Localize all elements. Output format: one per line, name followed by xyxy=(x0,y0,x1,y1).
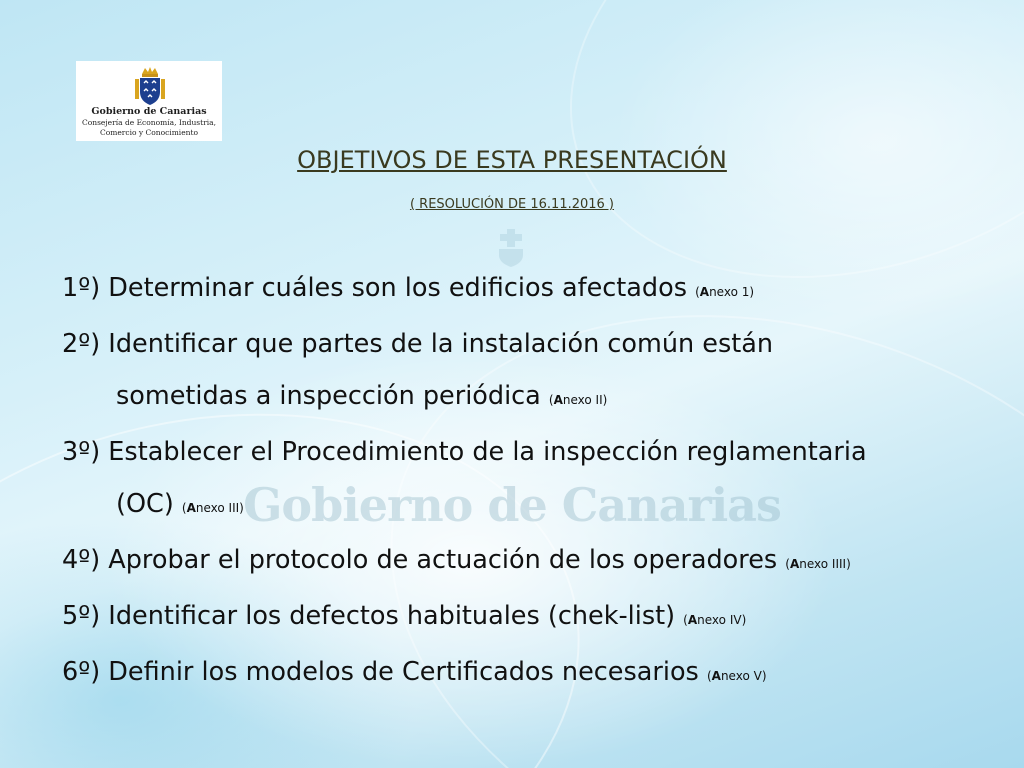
annex-note: (Anexo 1) xyxy=(695,285,755,299)
item-text: 3º) Establecer el Procedimiento de la inspección reglamentaria xyxy=(62,437,867,467)
item-text: 5º) Identificar los defectos habituales (chek-list) xyxy=(62,601,676,631)
list-item xyxy=(62,590,1002,646)
item-text: 4º) Aprobar el protocolo de actuación de los operadores xyxy=(62,545,778,575)
item-text: 6º) Definir los modelos de Certificados necesarios xyxy=(62,657,699,687)
item-text: 2º) Identificar que partes de la instalación común están xyxy=(62,329,774,359)
annex-note: (Anexo V) xyxy=(706,669,767,683)
page-title: OBJETIVOS DE ESTA PRESENTACIÓN xyxy=(297,146,727,174)
item-text: 1º) Determinar cuáles son los edificios afectados xyxy=(62,273,687,303)
list-item xyxy=(62,262,1002,318)
annex-note: (Anexo III) xyxy=(181,501,244,515)
logo-subtitle-line2: Comercio y Conocimiento xyxy=(99,128,199,137)
item-text: (OC) xyxy=(116,489,174,519)
list-item xyxy=(62,318,1002,370)
logo xyxy=(76,61,222,141)
logo-subtitle-line1: Consejería de Economía, Industria, xyxy=(81,118,216,127)
list-item xyxy=(62,534,1002,590)
watermark-text: Gobierno de Canarias xyxy=(243,478,781,532)
list-item-continuation xyxy=(62,370,1002,426)
list-item xyxy=(62,646,1002,702)
list-item-continuation xyxy=(62,478,1002,534)
coat-of-arms-icon xyxy=(132,65,168,107)
item-text: sometidas a inspección periódica xyxy=(116,381,541,411)
annex-note: (Anexo II) xyxy=(548,393,608,407)
page-subtitle: ( RESOLUCIÓN DE 16.11.2016 ) xyxy=(409,197,615,212)
list-item xyxy=(62,426,1002,478)
annex-note: (Anexo IV) xyxy=(683,613,747,627)
logo-title: Gobierno de Canarias xyxy=(91,106,207,117)
objectives-list xyxy=(62,262,1002,702)
annex-note: (Anexo IIII) xyxy=(785,557,851,571)
